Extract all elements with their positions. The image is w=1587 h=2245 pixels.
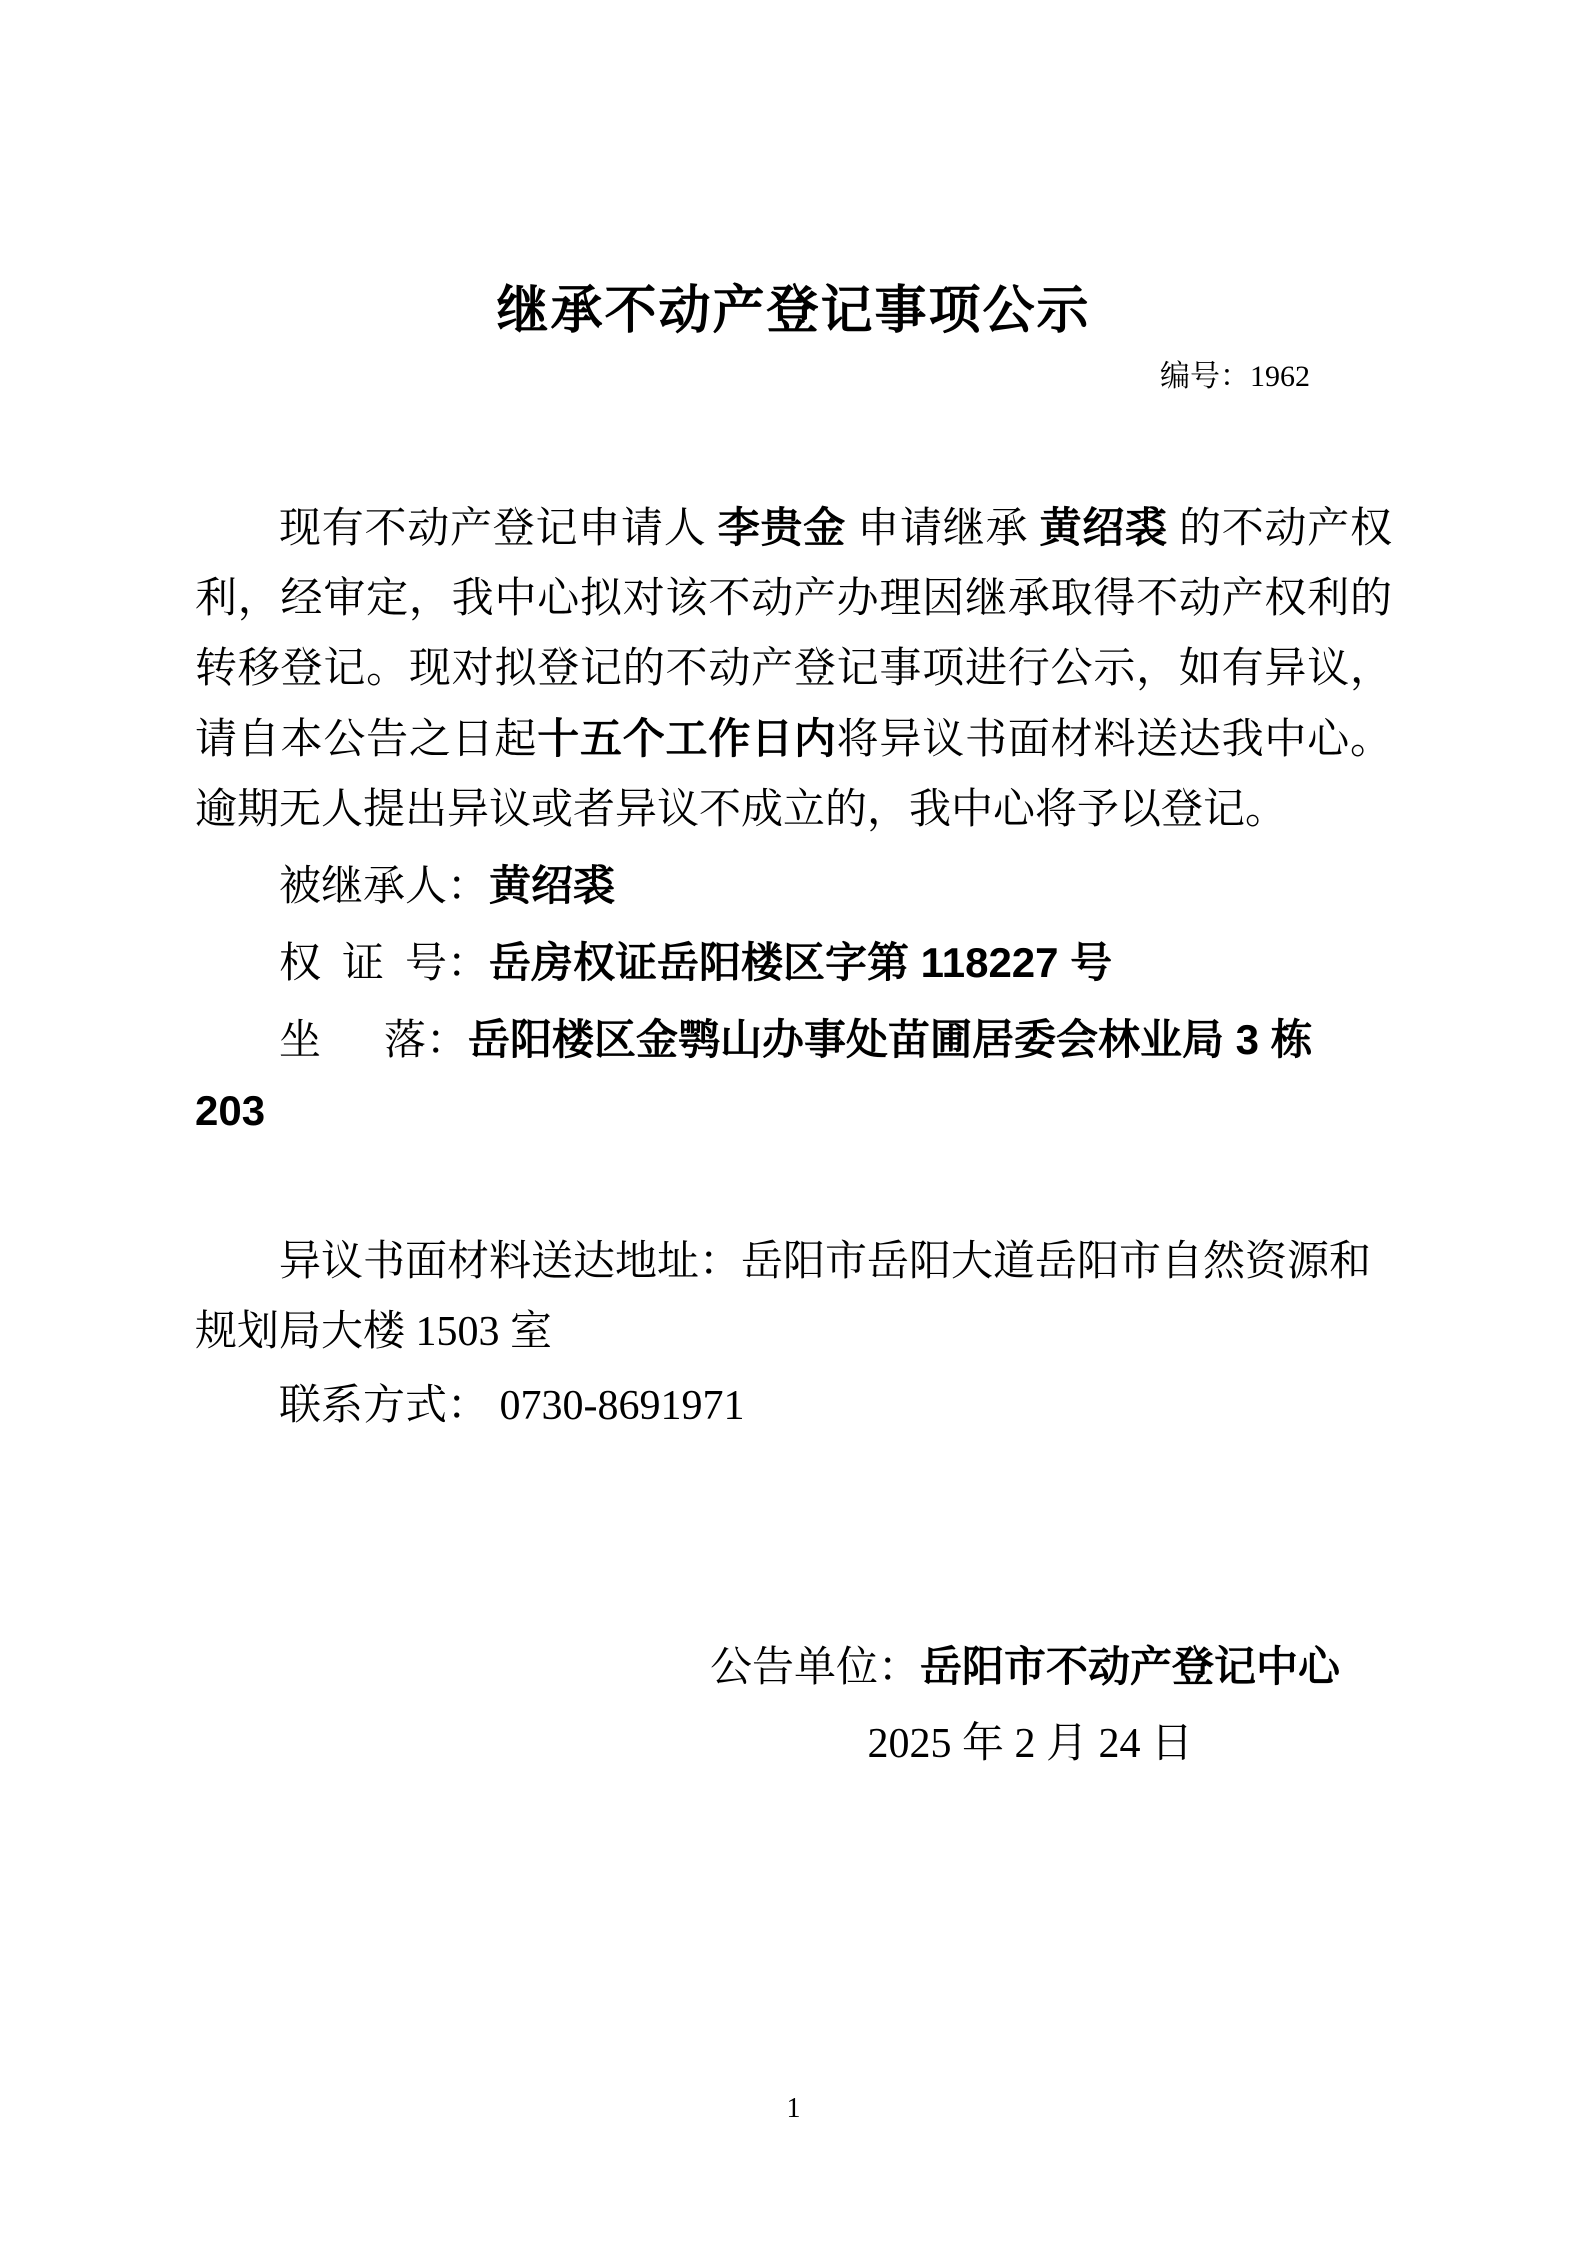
field-certificate-value: 岳房权证岳阳楼区字第 118227 号 — [489, 939, 1113, 986]
decedent-name-inline: 黄绍裘 — [1039, 504, 1168, 551]
contact-line — [195, 1371, 1392, 1441]
field-location-label: 坐 落： — [279, 1018, 469, 1064]
page-number: 1 — [786, 2093, 801, 2124]
page-title: 继承不动产登记事项公示 — [496, 282, 1091, 340]
field-certificate-number — [195, 928, 1392, 999]
body-intro: 现有不动产登记申请人 — [279, 506, 718, 552]
issuer-value: 岳阳市不动产登记中心 — [919, 1643, 1340, 1690]
body-tail: 将异议书面材料送达我中心。逾期无人提出异议或者异议不成立的，我中心将予以登记。 — [195, 717, 1392, 833]
body-mid1: 申请继承 — [845, 506, 1040, 552]
date-line: 2025 年 2 月 24 日 — [867, 1721, 1193, 1767]
field-decedent-label: 被继承人： — [279, 864, 490, 910]
applicant-name: 李贵金 — [717, 504, 846, 551]
contact-value: 0730-8691971 — [489, 1383, 745, 1429]
contact-label: 联系方式： — [279, 1383, 490, 1429]
issuer-label: 公告单位： — [709, 1645, 920, 1691]
deadline-text: 十五个工作日内 — [537, 715, 837, 762]
doc-number-line — [195, 357, 1392, 397]
issuer-line — [195, 1629, 1392, 1706]
doc-number-value: 1962 — [1250, 360, 1310, 393]
doc-number-label: 编号： — [1160, 360, 1250, 393]
field-location-value: 岳阳楼区金鹗山办事处苗圃居委会林业局 3 栋 203 — [195, 1016, 1313, 1134]
body-mid2: 的不动产权利，经审定，我中心拟对该不动产办理因继承取得不动产权利的转移登记。现对拟登记的不动产登记事项进行公示，如有异议，请自本公告之日起 — [195, 506, 1392, 763]
field-decedent-value: 黄绍裘 — [489, 862, 616, 909]
body-paragraph — [195, 493, 1392, 845]
objection-address-paragraph: 异议书面材料送达地址：岳阳市岳阳大道岳阳市自然资源和规划局大楼 1503 室 — [195, 1239, 1372, 1355]
field-certificate-label: 权 证 号： — [279, 941, 490, 987]
field-decedent — [195, 851, 1392, 922]
field-location — [195, 1005, 1392, 1147]
